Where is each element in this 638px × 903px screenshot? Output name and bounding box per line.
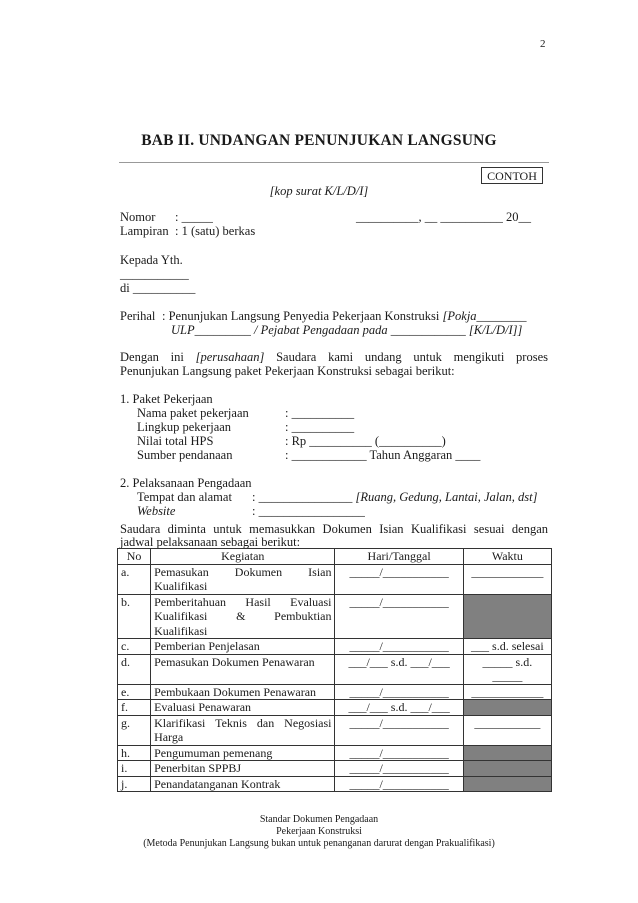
row-kegiatan: Pengumuman pemenang	[151, 745, 335, 761]
row-waktu	[463, 594, 551, 639]
row-kegiatan: Pemasukan Dokumen Penawaran	[151, 654, 335, 684]
row-waktu: ___________	[463, 715, 551, 745]
table-row	[118, 715, 552, 745]
row-no: g.	[118, 715, 151, 745]
nomor-line	[120, 210, 213, 225]
row-hari-tanggal: ___/___ s.d. ___/___	[335, 700, 463, 716]
tempat-value: : _______________	[252, 490, 353, 504]
intro-perusahaan: [perusahaan]	[195, 350, 265, 364]
section-1-value: : __________	[285, 420, 355, 434]
row-hari-tanggal: _____/___________	[335, 761, 463, 777]
section-2-tempat	[137, 490, 537, 505]
row-hari-tanggal: _____/___________	[335, 684, 463, 700]
tempat-label: Tempat dan alamat	[137, 490, 232, 504]
row-no: j.	[118, 776, 151, 792]
row-waktu: _____ s.d. _____	[463, 654, 551, 684]
row-kegiatan: Evaluasi Penawaran	[151, 700, 335, 716]
row-no: h.	[118, 745, 151, 761]
website-value: : _________________	[252, 504, 365, 518]
footer	[0, 814, 638, 850]
header-kegiatan: Kegiatan	[151, 549, 335, 565]
kop-surat: [kop surat K/L/D/I]	[269, 184, 369, 198]
row-no: f.	[118, 700, 151, 716]
table-row	[118, 654, 552, 684]
schedule-table	[117, 548, 552, 792]
section-1-row	[137, 406, 354, 421]
footer-line-2: Pekerjaan Konstruksi	[276, 826, 362, 837]
row-hari-tanggal: _____/___________	[335, 639, 463, 655]
section-1-label: Nama paket pekerjaan	[137, 406, 249, 420]
intro-line-1	[120, 350, 548, 365]
section-1-title: 1. Paket Pekerjaan	[120, 392, 213, 406]
perihal-line-2: ULP_________ / Pejabat Pengadaan pada ____________ [K/L/D/I]]	[171, 323, 523, 337]
row-waktu	[463, 700, 551, 716]
section-1-row	[137, 448, 480, 463]
row-no: a.	[118, 564, 151, 594]
intro-line-2: Penunjukan Langsung paket Pekerjaan Konstruksi sebagai berikut:	[120, 364, 455, 378]
row-hari-tanggal: _____/___________	[335, 745, 463, 761]
row-no: d.	[118, 654, 151, 684]
footer-line-3: (Metoda Penunjukan Langsung bukan untuk penanganan darurat dengan Prakualifikasi)	[143, 838, 495, 849]
perihal-pokja: [Pokja________	[442, 309, 527, 323]
row-hari-tanggal: _____/___________	[335, 715, 463, 745]
row-waktu	[463, 761, 551, 777]
footer-line-1: Standar Dokumen Pengadaan	[259, 814, 379, 825]
section-1-value: : Rp __________ (__________)	[285, 434, 446, 448]
row-hari-tanggal: _____/___________	[335, 594, 463, 639]
table-row	[118, 761, 552, 777]
contoh-box: CONTOH	[481, 167, 543, 184]
section-1-value: : __________	[285, 406, 355, 420]
section-1-label: Lingkup pekerjaan	[137, 420, 232, 434]
tempat-note: [Ruang, Gedung, Lantai, Jalan, dst]	[355, 490, 538, 504]
nomor-value: : _____	[175, 210, 213, 224]
table-row	[118, 639, 552, 655]
row-hari-tanggal: ___/___ s.d. ___/___	[335, 654, 463, 684]
row-kegiatan: Pemberian Penjelasan	[151, 639, 335, 655]
section-2-website	[137, 504, 365, 519]
kepada-blank: ___________	[120, 267, 189, 281]
row-no: i.	[118, 761, 151, 777]
row-waktu: ____________	[463, 684, 551, 700]
row-kegiatan: Penandatanganan Kontrak	[151, 776, 335, 792]
row-hari-tanggal: _____/___________	[335, 776, 463, 792]
row-no: c.	[118, 639, 151, 655]
intro-text-c: Saudara kami undang untuk mengikuti proses	[276, 350, 548, 364]
page-number: 2	[540, 38, 546, 50]
lampiran-value: : 1 (satu) berkas	[175, 224, 256, 238]
perihal-label: Perihal	[120, 309, 156, 323]
header-waktu: Waktu	[463, 549, 551, 565]
row-no: b.	[118, 594, 151, 639]
table-row	[118, 684, 552, 700]
row-kegiatan: Pembukaan Dokumen Penawaran	[151, 684, 335, 700]
letter-date: __________, __ __________ 20__	[356, 210, 531, 224]
kepada-di: di __________	[120, 281, 196, 295]
website-label: Website	[137, 504, 176, 518]
row-waktu	[463, 776, 551, 792]
row-waktu	[463, 745, 551, 761]
header-hari-tanggal: Hari/Tanggal	[335, 549, 463, 565]
lampiran-label: Lampiran	[120, 224, 169, 238]
table-header-row	[118, 549, 552, 565]
closing-line-1: Saudara diminta untuk memasukkan Dokumen Isian Kualifikasi sesuai dengan	[120, 522, 548, 536]
header-no: No	[118, 549, 151, 565]
section-2-title: 2. Pelaksanaan Pengadaan	[120, 476, 252, 490]
title-rule	[119, 162, 549, 163]
intro-text-a: Dengan ini	[120, 350, 184, 364]
table-row	[118, 776, 552, 792]
table-row	[118, 700, 552, 716]
row-kegiatan: Penerbitan SPPBJ	[151, 761, 335, 777]
row-kegiatan: Pemberitahuan Hasil Evaluasi Kualifikasi & Pembuktian Kualifikasi	[151, 594, 335, 639]
section-1-row	[137, 434, 446, 449]
closing-line-2: jadwal pelaksanaan sebagai berikut:	[120, 535, 301, 549]
row-no: e.	[118, 684, 151, 700]
row-waktu: ___ s.d. selesai	[463, 639, 551, 655]
nomor-label: Nomor	[120, 210, 156, 224]
section-1-label: Sumber pendanaan	[137, 448, 233, 462]
kepada-yth: Kepada Yth.	[120, 253, 183, 267]
lampiran-line	[120, 224, 255, 239]
table-row	[118, 564, 552, 594]
chapter-title: BAB II. UNDANGAN PENUNJUKAN LANGSUNG	[141, 132, 497, 149]
section-1-label: Nilai total HPS	[137, 434, 214, 448]
row-kegiatan: Pemasukan Dokumen Isian Kualifikasi	[151, 564, 335, 594]
row-waktu: ____________	[463, 564, 551, 594]
row-kegiatan: Klarifikasi Teknis dan Negosiasi Harga	[151, 715, 335, 745]
perihal-line-1	[120, 309, 548, 324]
section-1-row	[137, 420, 354, 435]
table-row	[118, 745, 552, 761]
row-hari-tanggal: _____/___________	[335, 564, 463, 594]
section-1-value: : ____________ Tahun Anggaran ____	[285, 448, 481, 462]
table-row	[118, 594, 552, 639]
perihal-text: : Penunjukan Langsung Penyedia Pekerjaan Konstruksi	[162, 309, 440, 323]
